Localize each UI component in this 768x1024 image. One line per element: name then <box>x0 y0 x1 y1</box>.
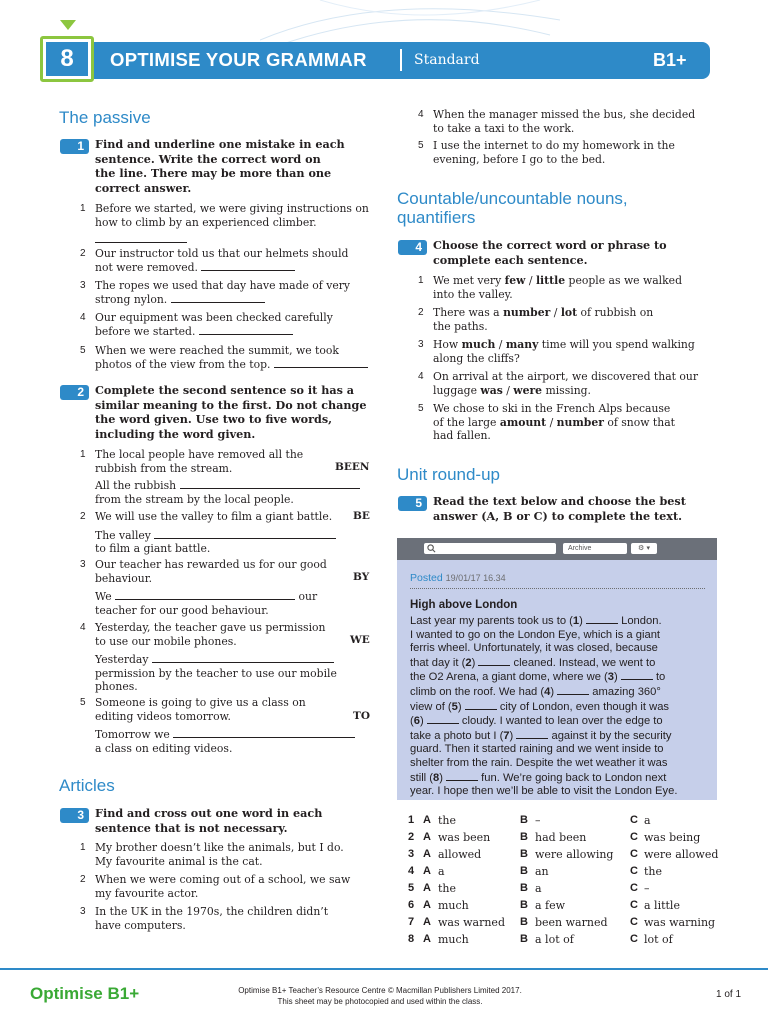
option-a[interactable]: the <box>438 814 457 827</box>
option-c[interactable]: the <box>644 865 663 878</box>
header-divider <box>400 49 402 71</box>
gap-number: 4 <box>544 685 551 698</box>
option-a[interactable]: was been <box>438 831 491 844</box>
option-letter-a: A <box>423 831 431 843</box>
question-number: 5 <box>408 882 415 894</box>
text-line: shelter from the rain. Despite the wet weather it was <box>410 756 668 769</box>
question-number: 3 <box>408 848 415 860</box>
option-letter-b: B <box>520 865 528 877</box>
gap-blank[interactable] <box>465 700 497 710</box>
divider <box>410 588 705 589</box>
answer-line[interactable] <box>171 293 265 303</box>
option-letter-c: C <box>630 831 638 843</box>
exercise-5 <box>398 494 718 524</box>
option-b[interactable]: a lot of <box>535 933 574 946</box>
text-line: (6) cloudy. I wanted to lean over the edge to <box>410 715 663 728</box>
post-heading: High above London <box>410 599 518 611</box>
option-a[interactable]: the <box>438 882 457 895</box>
option-letter-b: B <box>520 916 528 928</box>
exercise-number-badge: 3 <box>60 808 89 823</box>
option-letter-c: C <box>630 848 638 860</box>
answer-line[interactable] <box>201 261 295 271</box>
choice-option[interactable]: little <box>535 274 566 287</box>
section-title-articles: Articles <box>59 776 115 795</box>
answer-line[interactable] <box>274 358 368 368</box>
option-letter-b: B <box>520 814 528 826</box>
choice-option[interactable]: lot <box>560 306 578 319</box>
worksheet-title: OPTIMISE YOUR GRAMMAR <box>110 49 367 70</box>
option-letter-b: B <box>520 848 528 860</box>
text-line: climb on the roof. We had (4) amazing 360° <box>410 685 661 698</box>
option-letter-a: A <box>423 848 431 860</box>
choice-option[interactable]: number <box>503 306 551 319</box>
option-b[interactable]: been warned <box>535 916 608 929</box>
cefr-level: B1+ <box>653 50 687 70</box>
answer-row <box>408 916 728 933</box>
option-b[interactable]: – <box>535 814 541 827</box>
option-letter-a: A <box>423 814 431 826</box>
option-b[interactable]: an <box>535 865 549 878</box>
section-title-roundup: Unit round-up <box>397 465 501 484</box>
gap-number: 3 <box>607 671 614 684</box>
gear-icon[interactable]: ⚙ ▾ <box>631 543 657 554</box>
option-letter-a: A <box>423 882 431 894</box>
text-line: the O2 Arena, a giant dome, where we (3) to <box>410 671 666 684</box>
question-number: 1 <box>408 814 415 826</box>
option-letter-c: C <box>630 882 638 894</box>
page-number: 1 of 1 <box>716 989 742 1000</box>
question-number: 7 <box>408 916 415 928</box>
choice-option[interactable]: was <box>480 383 503 397</box>
option-a[interactable]: a <box>438 865 445 878</box>
search-icon <box>427 544 436 553</box>
gap-number: 8 <box>433 771 440 784</box>
exercise-4 <box>398 238 718 268</box>
option-c[interactable]: – <box>644 882 650 895</box>
exercise-instruction: Find and cross out one word in each sentence that is not necessary. <box>95 806 323 835</box>
exercise-number-badge: 4 <box>398 240 427 255</box>
option-letter-a: A <box>423 899 431 911</box>
text-line: ferris wheel. Unfortunately, it was closed, because <box>410 642 658 655</box>
answer-line[interactable] <box>115 590 295 600</box>
option-c[interactable]: were allowed <box>644 848 719 861</box>
choice-option[interactable]: much <box>461 338 496 351</box>
key-word: BY <box>353 571 370 583</box>
option-a[interactable]: much <box>438 933 469 946</box>
post-date: 19/01/17 16.34 <box>445 573 506 583</box>
option-c[interactable]: was being <box>644 831 701 844</box>
exercise-number-badge: 5 <box>398 496 427 511</box>
option-b[interactable]: were allowing <box>535 848 614 861</box>
worksheet-level: Standard <box>414 52 480 68</box>
answer-row <box>408 814 728 831</box>
answer-row <box>408 882 728 899</box>
choice-option[interactable]: amount <box>499 415 547 429</box>
option-c[interactable]: a <box>644 814 651 827</box>
option-a[interactable]: much <box>438 899 469 912</box>
choice-option[interactable]: were <box>513 383 543 397</box>
answer-line[interactable] <box>180 479 360 489</box>
answer-row <box>408 848 728 865</box>
answer-line[interactable] <box>152 653 334 663</box>
gap-blank[interactable] <box>446 771 478 781</box>
option-c[interactable]: lot of <box>644 933 673 946</box>
exercise-2 <box>60 383 390 443</box>
section-title-passive: The passive <box>59 108 151 127</box>
answer-row <box>408 933 728 950</box>
exercise-instruction: Choose the correct word or phrase to complete each sentence. <box>433 238 667 267</box>
option-letter-c: C <box>630 933 638 945</box>
option-a[interactable]: allowed <box>438 848 482 861</box>
answer-row <box>408 865 728 882</box>
exercise-3 <box>60 806 390 836</box>
key-word: BEEN <box>335 461 370 473</box>
text-line: Last year my parents took us to (1) London. <box>410 615 662 627</box>
gap-blank[interactable] <box>586 614 618 624</box>
option-letter-b: B <box>520 882 528 894</box>
text-line: that day it (2) cleaned. Instead, we went to <box>410 656 656 669</box>
gap-blank[interactable] <box>621 670 653 680</box>
gap-number: 2 <box>465 656 472 669</box>
gap-blank[interactable] <box>557 685 589 695</box>
option-b[interactable]: a few <box>535 899 566 912</box>
answer-line[interactable] <box>95 233 187 243</box>
exercise-instruction: Complete the second sentence so it has a similar meaning to the first. Do not change the word given. Use two to five words, including the word given. <box>95 383 367 442</box>
text-line: still (8) fun. We’re going back to London next <box>410 771 667 784</box>
exercise-1 <box>60 137 390 197</box>
option-a[interactable]: was warned <box>438 916 505 929</box>
answer-row <box>408 899 728 916</box>
text-line: I wanted to go on the London Eye, which is a giant <box>410 628 661 641</box>
unit-arrow-icon <box>60 20 76 30</box>
option-b[interactable]: a <box>535 882 542 895</box>
option-letter-c: C <box>630 814 638 826</box>
exercise-instruction: Find and underline one mistake in each sentence. Write the correct word on the line. There may be more than one correct answer. <box>95 137 345 196</box>
search-input[interactable] <box>424 543 556 554</box>
exercise-instruction: Read the text below and choose the best answer (A, B or C) to complete the text. <box>433 494 686 523</box>
unit-number-box <box>40 36 94 82</box>
footer-copyright: Optimise B1+ Teacher’s Resource Centre © Macmillan Publishers Limited 2017. This sheet may be photocopied and used within the class. <box>238 986 522 1006</box>
option-c[interactable]: a little <box>644 899 680 912</box>
choice-option[interactable]: few <box>504 274 526 287</box>
text-line: guard. Then it started raining and we went inside to <box>410 743 664 756</box>
section-title-countable: Countable/uncountable nouns, quantifiers <box>397 189 628 227</box>
gap-number: 7 <box>503 729 510 742</box>
option-letter-c: C <box>630 916 638 928</box>
gap-number: 6 <box>413 715 420 728</box>
exercise-number-badge: 1 <box>60 139 89 154</box>
answer-line[interactable] <box>173 728 355 738</box>
post-meta: Posted 19/01/17 16.34 <box>410 572 506 584</box>
post-text <box>410 614 710 799</box>
gap-number: 5 <box>451 700 458 713</box>
option-letter-b: B <box>520 933 528 945</box>
gap-blank[interactable] <box>427 714 459 724</box>
key-word: WE <box>350 634 370 646</box>
answer-row <box>408 831 728 848</box>
key-word: BE <box>353 510 370 522</box>
answer-line[interactable] <box>199 325 293 335</box>
option-letter-a: A <box>423 865 431 877</box>
footer-divider <box>0 968 768 970</box>
question-number: 6 <box>408 899 415 911</box>
text-line: year. I hope then we’ll be able to visit the London Eye. <box>410 785 678 798</box>
text-line: take a photo but I (7) against it by the security <box>410 729 672 742</box>
question-number: 2 <box>408 831 415 843</box>
option-letter-b: B <box>520 831 528 843</box>
option-letter-c: C <box>630 865 638 877</box>
footer-brand: Optimise B1+ <box>30 984 140 1003</box>
option-letter-b: B <box>520 899 528 911</box>
gap-blank[interactable] <box>478 656 510 666</box>
answer-line[interactable] <box>154 529 336 539</box>
exercise-number-badge: 2 <box>60 385 89 400</box>
choice-option[interactable]: number <box>556 415 604 429</box>
option-b[interactable]: had been <box>535 831 587 844</box>
option-letter-a: A <box>423 916 431 928</box>
question-number: 8 <box>408 933 415 945</box>
question-number: 4 <box>408 865 415 877</box>
option-letter-c: C <box>630 899 638 911</box>
key-word: TO <box>353 710 370 722</box>
choice-option[interactable]: many <box>505 338 539 351</box>
archive-dropdown[interactable]: Archive <box>563 543 627 554</box>
gap-blank[interactable] <box>516 729 548 739</box>
option-letter-a: A <box>423 933 431 945</box>
header-decoration <box>260 0 560 45</box>
option-c[interactable]: was warning <box>644 916 716 929</box>
gap-number: 1 <box>572 615 580 627</box>
unit-number: 8 <box>46 42 88 76</box>
text-line: view of (5) city of London, even though it was <box>410 700 670 713</box>
